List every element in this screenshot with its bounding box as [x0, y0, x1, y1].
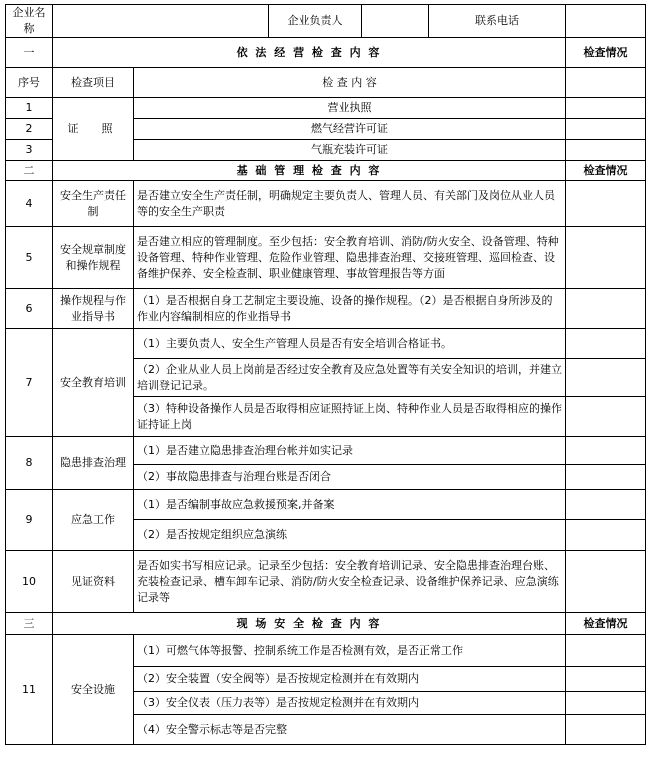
status-cell[interactable]: [566, 289, 646, 329]
check-content: （1）主要负责人、安全生产管理人员是否有安全培训合格证书。: [134, 329, 566, 359]
check-content: （2）企业从业人员上岗前是否经过安全教育及应急处置等有关安全知识的培训，并建立培训登记记录。: [134, 359, 566, 397]
status-cell[interactable]: [566, 359, 646, 397]
check-content: 是否如实书写相应记录。记录至少包括：安全教育培训记录、安全隐患排查治理台账、充装检查记录、槽车卸车记录、消防/防火安全检查记录、设备维护保养记录、应急演练记录等: [134, 551, 566, 613]
table-row: [6, 98, 646, 119]
status-cell[interactable]: [566, 68, 646, 98]
column-header-row: [6, 68, 646, 98]
check-item: 应急工作: [53, 490, 134, 551]
check-item: 证 照: [53, 98, 134, 161]
status-cell[interactable]: [566, 227, 646, 289]
section-status-header: 检查情况: [566, 161, 646, 181]
row-number: 9: [6, 490, 53, 551]
table-row: [6, 329, 646, 359]
check-item: 见证资料: [53, 551, 134, 613]
check-item: 安全规章制度和操作规程: [53, 227, 134, 289]
company-info-row: [6, 5, 646, 38]
status-cell[interactable]: [566, 119, 646, 140]
status-cell[interactable]: [566, 465, 646, 490]
table-row: [6, 551, 646, 613]
check-content: （3）特种设备操作人员是否取得相应证照持证上岗、特种作业人员是否取得相应的操作证持证上岗: [134, 397, 566, 437]
company-name-field[interactable]: [53, 5, 269, 38]
section-number: 一: [6, 38, 53, 68]
row-number: 11: [6, 635, 53, 745]
row-number: 5: [6, 227, 53, 289]
person-in-charge-field[interactable]: [362, 5, 429, 38]
check-content: （1）是否建立隐患排查治理台帐并如实记录: [134, 437, 566, 465]
row-number: 6: [6, 289, 53, 329]
column-header-content: 检 查 内 容: [134, 68, 566, 98]
table-row: [6, 437, 646, 465]
section-status-header: 检查情况: [566, 613, 646, 635]
status-cell[interactable]: [566, 715, 646, 745]
status-cell[interactable]: [566, 98, 646, 119]
table-row: [6, 289, 646, 329]
status-cell[interactable]: [566, 437, 646, 465]
section-number: 三: [6, 613, 53, 635]
status-cell[interactable]: [566, 667, 646, 692]
check-content: 燃气经营许可证: [134, 119, 566, 140]
status-cell[interactable]: [566, 397, 646, 437]
row-number: 10: [6, 551, 53, 613]
check-content: （1）可燃气体等报警、控制系统工作是否检测有效，是否正常工作: [134, 635, 566, 667]
inspection-table: [5, 4, 646, 745]
check-content: 营业执照: [134, 98, 566, 119]
phone-field[interactable]: [566, 5, 646, 38]
table-row: [6, 227, 646, 289]
status-cell[interactable]: [566, 520, 646, 551]
row-number: 4: [6, 181, 53, 227]
check-item: 安全生产责任制: [53, 181, 134, 227]
phone-label: 联系电话: [429, 5, 566, 38]
row-number: 2: [6, 119, 53, 140]
section-title: 现 场 安 全 检 查 内 容: [53, 613, 566, 635]
check-content: 是否建立相应的管理制度。至少包括：安全教育培训、消防/防火安全、设备管理、特种设备管理、特种作业管理、危险作业管理、隐患排查治理、交接班管理、巡回检查、设备维护保养、安全检查制、职业健康管理、事故管理报告等方面: [134, 227, 566, 289]
status-cell[interactable]: [566, 692, 646, 715]
status-cell[interactable]: [566, 329, 646, 359]
section-header-row: [6, 38, 646, 68]
section-status-header: 检查情况: [566, 38, 646, 68]
company-name-label: 企业名称: [6, 5, 53, 38]
status-cell[interactable]: [566, 551, 646, 613]
section-number: 二: [6, 161, 53, 181]
row-number: 1: [6, 98, 53, 119]
status-cell[interactable]: [566, 181, 646, 227]
table-row: [6, 635, 646, 667]
section-title: 依 法 经 营 检 查 内 容: [53, 38, 566, 68]
check-item: 安全教育培训: [53, 329, 134, 437]
status-cell[interactable]: [566, 635, 646, 667]
row-number: 8: [6, 437, 53, 490]
check-content: 是否建立安全生产责任制，明确规定主要负责人、管理人员、有关部门及岗位从业人员等的安全生产职责: [134, 181, 566, 227]
section-header-row: [6, 613, 646, 635]
status-cell[interactable]: [566, 140, 646, 161]
check-content: （3）安全仪表（压力表等）是否按规定检测并在有效期内: [134, 692, 566, 715]
check-item: 安全设施: [53, 635, 134, 745]
person-in-charge-label: 企业负责人: [269, 5, 362, 38]
check-item: 隐患排查治理: [53, 437, 134, 490]
table-row: [6, 490, 646, 520]
check-content: 气瓶充装许可证: [134, 140, 566, 161]
section-header-row: [6, 161, 646, 181]
row-number: 3: [6, 140, 53, 161]
row-number: 7: [6, 329, 53, 437]
table-row: [6, 181, 646, 227]
check-content: （4）安全警示标志等是否完整: [134, 715, 566, 745]
check-content: （2）是否按规定组织应急演练: [134, 520, 566, 551]
column-header-index: 序号: [6, 68, 53, 98]
status-cell[interactable]: [566, 490, 646, 520]
section-title: 基 础 管 理 检 查 内 容: [53, 161, 566, 181]
check-content: （2）事故隐患排查与治理台账是否闭合: [134, 465, 566, 490]
column-header-item: 检查项目: [53, 68, 134, 98]
check-content: （1）是否根据自身工艺制定主要设施、设备的操作规程。（2）是否根据自身所涉及的作业内容编制相应的作业指导书: [134, 289, 566, 329]
check-item: 操作规程与作业指导书: [53, 289, 134, 329]
check-content: （2）安全装置（安全阀等）是否按规定检测并在有效期内: [134, 667, 566, 692]
check-content: （1）是否编制事故应急救援预案,并备案: [134, 490, 566, 520]
